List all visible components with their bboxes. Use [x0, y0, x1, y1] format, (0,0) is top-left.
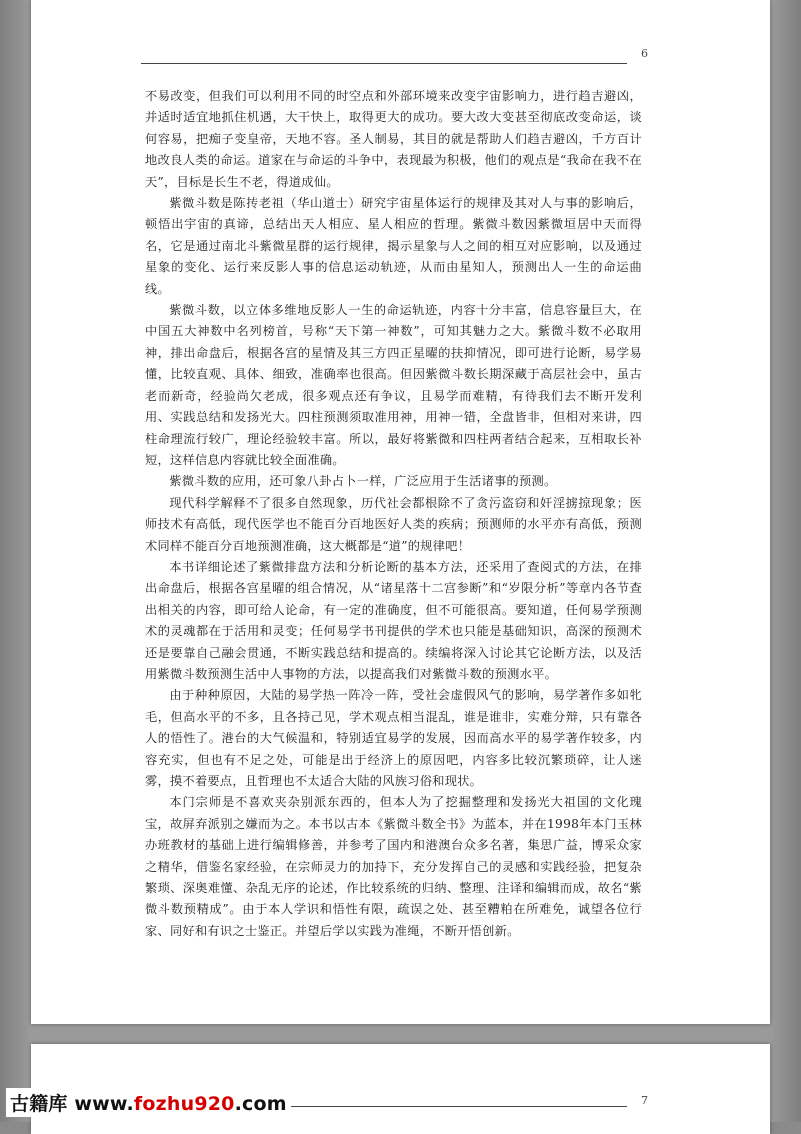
paragraph: 由于种种原因，大陆的易学热一阵冷一阵，受社会虚假风气的影响，易学著作多如牝毛，但高水平的不多，且各持己见，学术观点相当混乱，谁是谁非，实难分辩，只有靠各人的悟性了。港台的大气候温和，特别适宜易学的发展，因而高水平的易学著作较多，内容充实，但也有不足之处，可能是出于经济上的原因吧，内容多比较沉繁琐碎，让人迷雾，摸不着要点，且哲理也不太适合大陆的风族习俗和现状。	[145, 688, 642, 788]
header-rule	[141, 63, 627, 64]
page-number: 6	[641, 47, 648, 60]
paragraph: 不易改变，但我们可以利用不同的时空点和外部环境来改变宇宙影响力，进行趋吉避凶，并适时适宜地抓住机遇，大干快上，取得更大的成功。要大改大变甚至彻底改变命运，谈何容易，把痴子变皇帝，天地不容。圣人制易，其目的就是帮助人们趋吉避凶，千方百计地改良人类的命运。道家在与命运的斗争中，表现最为积极，他们的观点是“我命在我不在天”，目标是长生不老，得道成仙。	[145, 89, 642, 189]
paragraph: 紫微斗数是陈抟老祖（华山道士）研究宇宙星体运行的规律及其对人与事的影响后，顿悟出宇宙的真谛，总结出天人相应、星人相应的哲理。紫微斗数因紫微垣居中天而得名，它是通过南北斗紫微星群的运行规律，揭示星象与人之间的相互对应影响，以及通过星象的变化、运行来反影人事的信息运动轨迹，从而由星知人，预测出人一生的命运曲线。	[145, 196, 642, 296]
body-text	[145, 86, 642, 942]
paragraph: 现代科学解释不了很多自然现象，历代社会都根除不了贪污盗窃和奸淫掳掠现象；医师技术有高低，现代医学也不能百分百地医好人类的疾病；预测师的水平亦有高低，预测术同样不能百分百地预测准确，这大概都是“道”的规律吧！	[145, 495, 642, 553]
site-watermark	[6, 1088, 291, 1117]
watermark-suffix: .com	[234, 1093, 287, 1115]
paragraph: 本书详细论述了紫微排盘方法和分析论断的基本方法，还采用了查阅式的方法，在排出命盘后，根据各宫星曜的组合情况，从“诸星落十二宫参断”和“岁限分析”等章内各节查出相关的内容，即可给人论命，有一定的准确度，但不可能很高。要知道，任何易学预测术的灵魂都在于活用和灵变；任何易学书刊提供的学术也只能是基础知识，高深的预测术还是要靠自己融会贯通，不断实践总结和提高的。续编将深入讨论其它论断方法，以及活用紫微斗数预测生活中人事物的方法，以提高我们对紫微斗数的预测水平。	[145, 559, 642, 681]
watermark-domain: fozhu920	[133, 1093, 235, 1115]
paragraph: 紫微斗数，以立体多维地反影人一生的命运轨迹，内容十分丰富，信息容量巨大，在中国五大神数中名列榜首，号称“天下第一神数”，可知其魅力之大。紫微斗数不必取用神，排出命盘后，根据各宫的星情及其三方四正星曜的扶抑情况，即可进行论断，易学易懂，比较直观、具体、细致，准确率也很高。但因紫微斗数长期深藏于高层社会中，虽古老而新奇，经验尚欠老成，很多观点还有争议，且易学而难精，有待我们去不断开发利用、实践总结和发扬光大。四柱预测须取准用神，用神一错，全盘皆非，但相对来讲，四柱命理流行较广，理论经验较丰富。所以，最好将紫微和四柱两者结合起来，互相取长补短，这样信息内容就比较全面准确。	[145, 303, 642, 467]
paragraph: 紫微斗数的应用，还可象八卦占卜一样，广泛应用于生活诸事的预测。	[169, 474, 557, 489]
paragraph: 本门宗师是不喜欢夹杂别派东西的，但本人为了挖掘整理和发扬光大祖国的文化瑰宝，故屏弃派别之嫌而为之。本书以古本《紫微斗数全书》为蓝本，并在1998年本门玉林办班教材的基础上进行编辑修善，并参考了国内和港澳台众多名著，集思广益，博采众家之精华，借鉴名家经验，在宗师灵力的加持下，充分发挥自己的灵感和实践经验，把复杂繁琐、深奥难懂、杂乱无序的论述，作比较系统的归纳、整理、注译和编辑而成，故名“紫微斗数预精成”。由于本人学识和悟性有限，疏误之处、甚至糟粕在所难免，诚望各位行家、同好和有识之士鉴正。并望后学以实践为准绳，不断开悟创新。	[145, 795, 642, 938]
page-number: 7	[641, 1094, 648, 1107]
page-6	[31, 0, 770, 1024]
watermark-prefix: 古籍库 www.	[10, 1093, 134, 1115]
